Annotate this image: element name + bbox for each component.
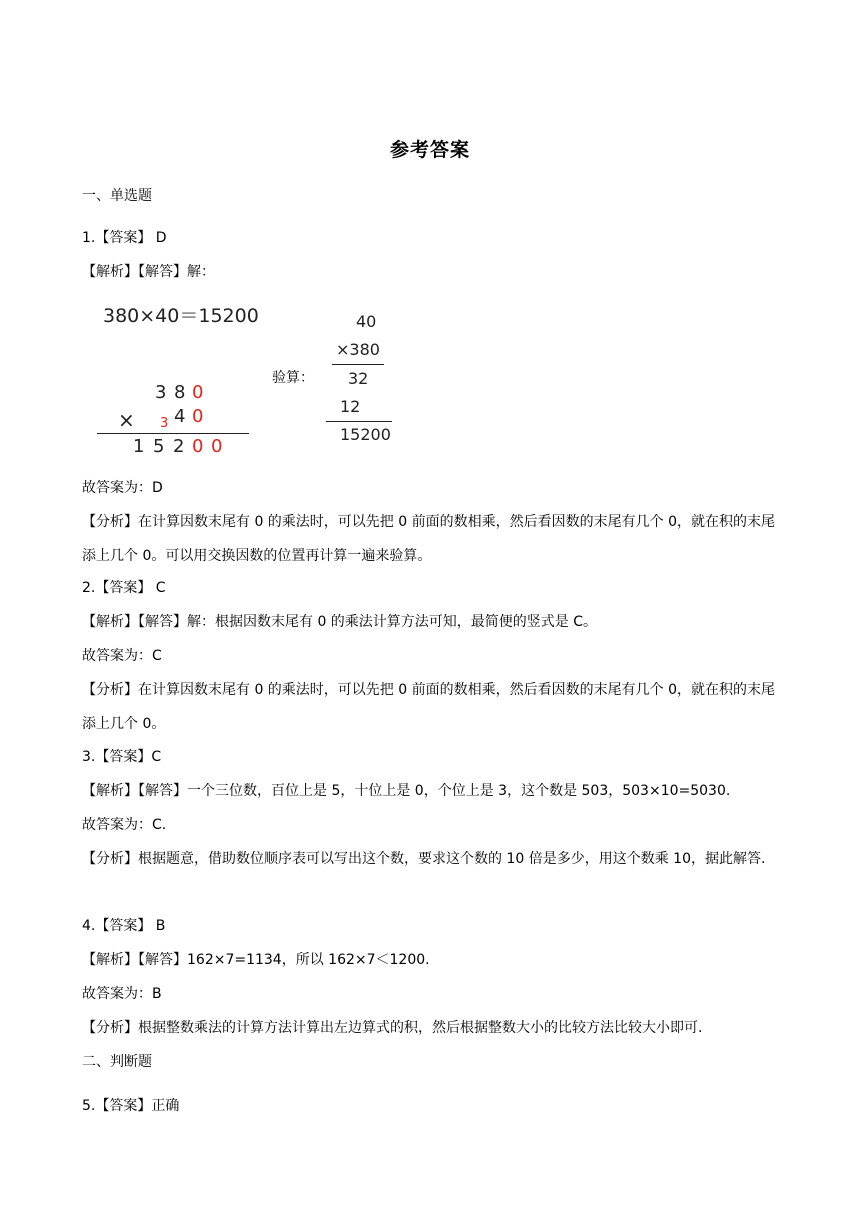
q3-final: 故答案为：C. — [82, 817, 167, 833]
q4-answer: 4.【答案】 B — [82, 918, 166, 934]
q3-explanation: 【解析】【解答】一个三位数，百位上是 5，十位上是 0，个位上是 3，这个数是 503，503×10=5030. — [82, 783, 731, 799]
check-partial-1: 32 — [348, 369, 369, 388]
check-line — [326, 421, 392, 422]
q3-answer: 3.【答案】C — [82, 749, 162, 765]
digit: 4 — [174, 406, 186, 427]
times-sign: × — [118, 408, 135, 432]
q1-explanation: 【解析】【解答】解： — [82, 264, 215, 280]
result-line — [97, 433, 249, 434]
q3-analysis: 【分析】根据题意，借助数位顺序表可以写出这个数，要求这个数的 10 倍是多少，用这个数乘 10，据此解答. — [82, 851, 766, 867]
check-top: 40 — [356, 312, 377, 331]
check-line — [332, 364, 384, 365]
q2-analysis: 【分析】在计算因数末尾有 0 的乘法时，可以先把 0 前面的数相乘，然后看因数的末尾有几个 0，就在积的末尾添上几个 0。 — [82, 682, 775, 732]
q1-final: 故答案为：D — [82, 480, 163, 496]
digit-zero: 0 — [192, 436, 204, 457]
digit-zero: 0 — [211, 436, 223, 457]
q1-equation: 380×40＝15200 — [103, 305, 259, 327]
digit-zero: 0 — [192, 406, 204, 427]
section-heading-true-false: 二、判断题 — [82, 1054, 152, 1070]
digit: 8 — [174, 382, 186, 403]
check-label: 验算： — [272, 370, 314, 386]
check-result: 15200 — [340, 425, 391, 444]
page-title: 参考答案 — [389, 139, 470, 161]
digit: 5 — [153, 436, 165, 457]
q2-final: 故答案为：C — [82, 648, 162, 664]
q1-analysis: 【分析】在计算因数末尾有 0 的乘法时，可以先把 0 前面的数相乘，然后看因数的末尾有几个 0，就在积的末尾添上几个 0。可以用交换因数的位置再计算一遍来验算。 — [82, 514, 775, 564]
q5-answer: 5.【答案】正确 — [82, 1098, 180, 1114]
digit: 1 — [133, 436, 145, 457]
check-multiplier: ×380 — [336, 340, 380, 359]
digit: 2 — [173, 436, 185, 457]
digit-zero: 0 — [192, 382, 204, 403]
q1-answer: 1.【答案】 D — [82, 230, 167, 246]
q4-final: 故答案为：B — [82, 986, 162, 1002]
q2-answer: 2.【答案】 C — [82, 580, 166, 596]
q4-analysis: 【分析】根据整数乘法的计算方法计算出左边算式的积，然后根据整数大小的比较方法比较大小即可. — [82, 1020, 703, 1036]
section-heading-single-choice: 一、单选题 — [82, 188, 152, 204]
carry-digit: 3 — [160, 416, 169, 431]
q2-explanation: 【解析】【解答】解：根据因数末尾有 0 的乘法计算方法可知，最简便的竖式是 C。 — [82, 614, 598, 630]
q4-explanation: 【解析】【解答】162×7=1134，所以 162×7＜1200. — [82, 952, 430, 968]
digit: 3 — [155, 382, 167, 403]
check-partial-2: 12 — [340, 397, 361, 416]
